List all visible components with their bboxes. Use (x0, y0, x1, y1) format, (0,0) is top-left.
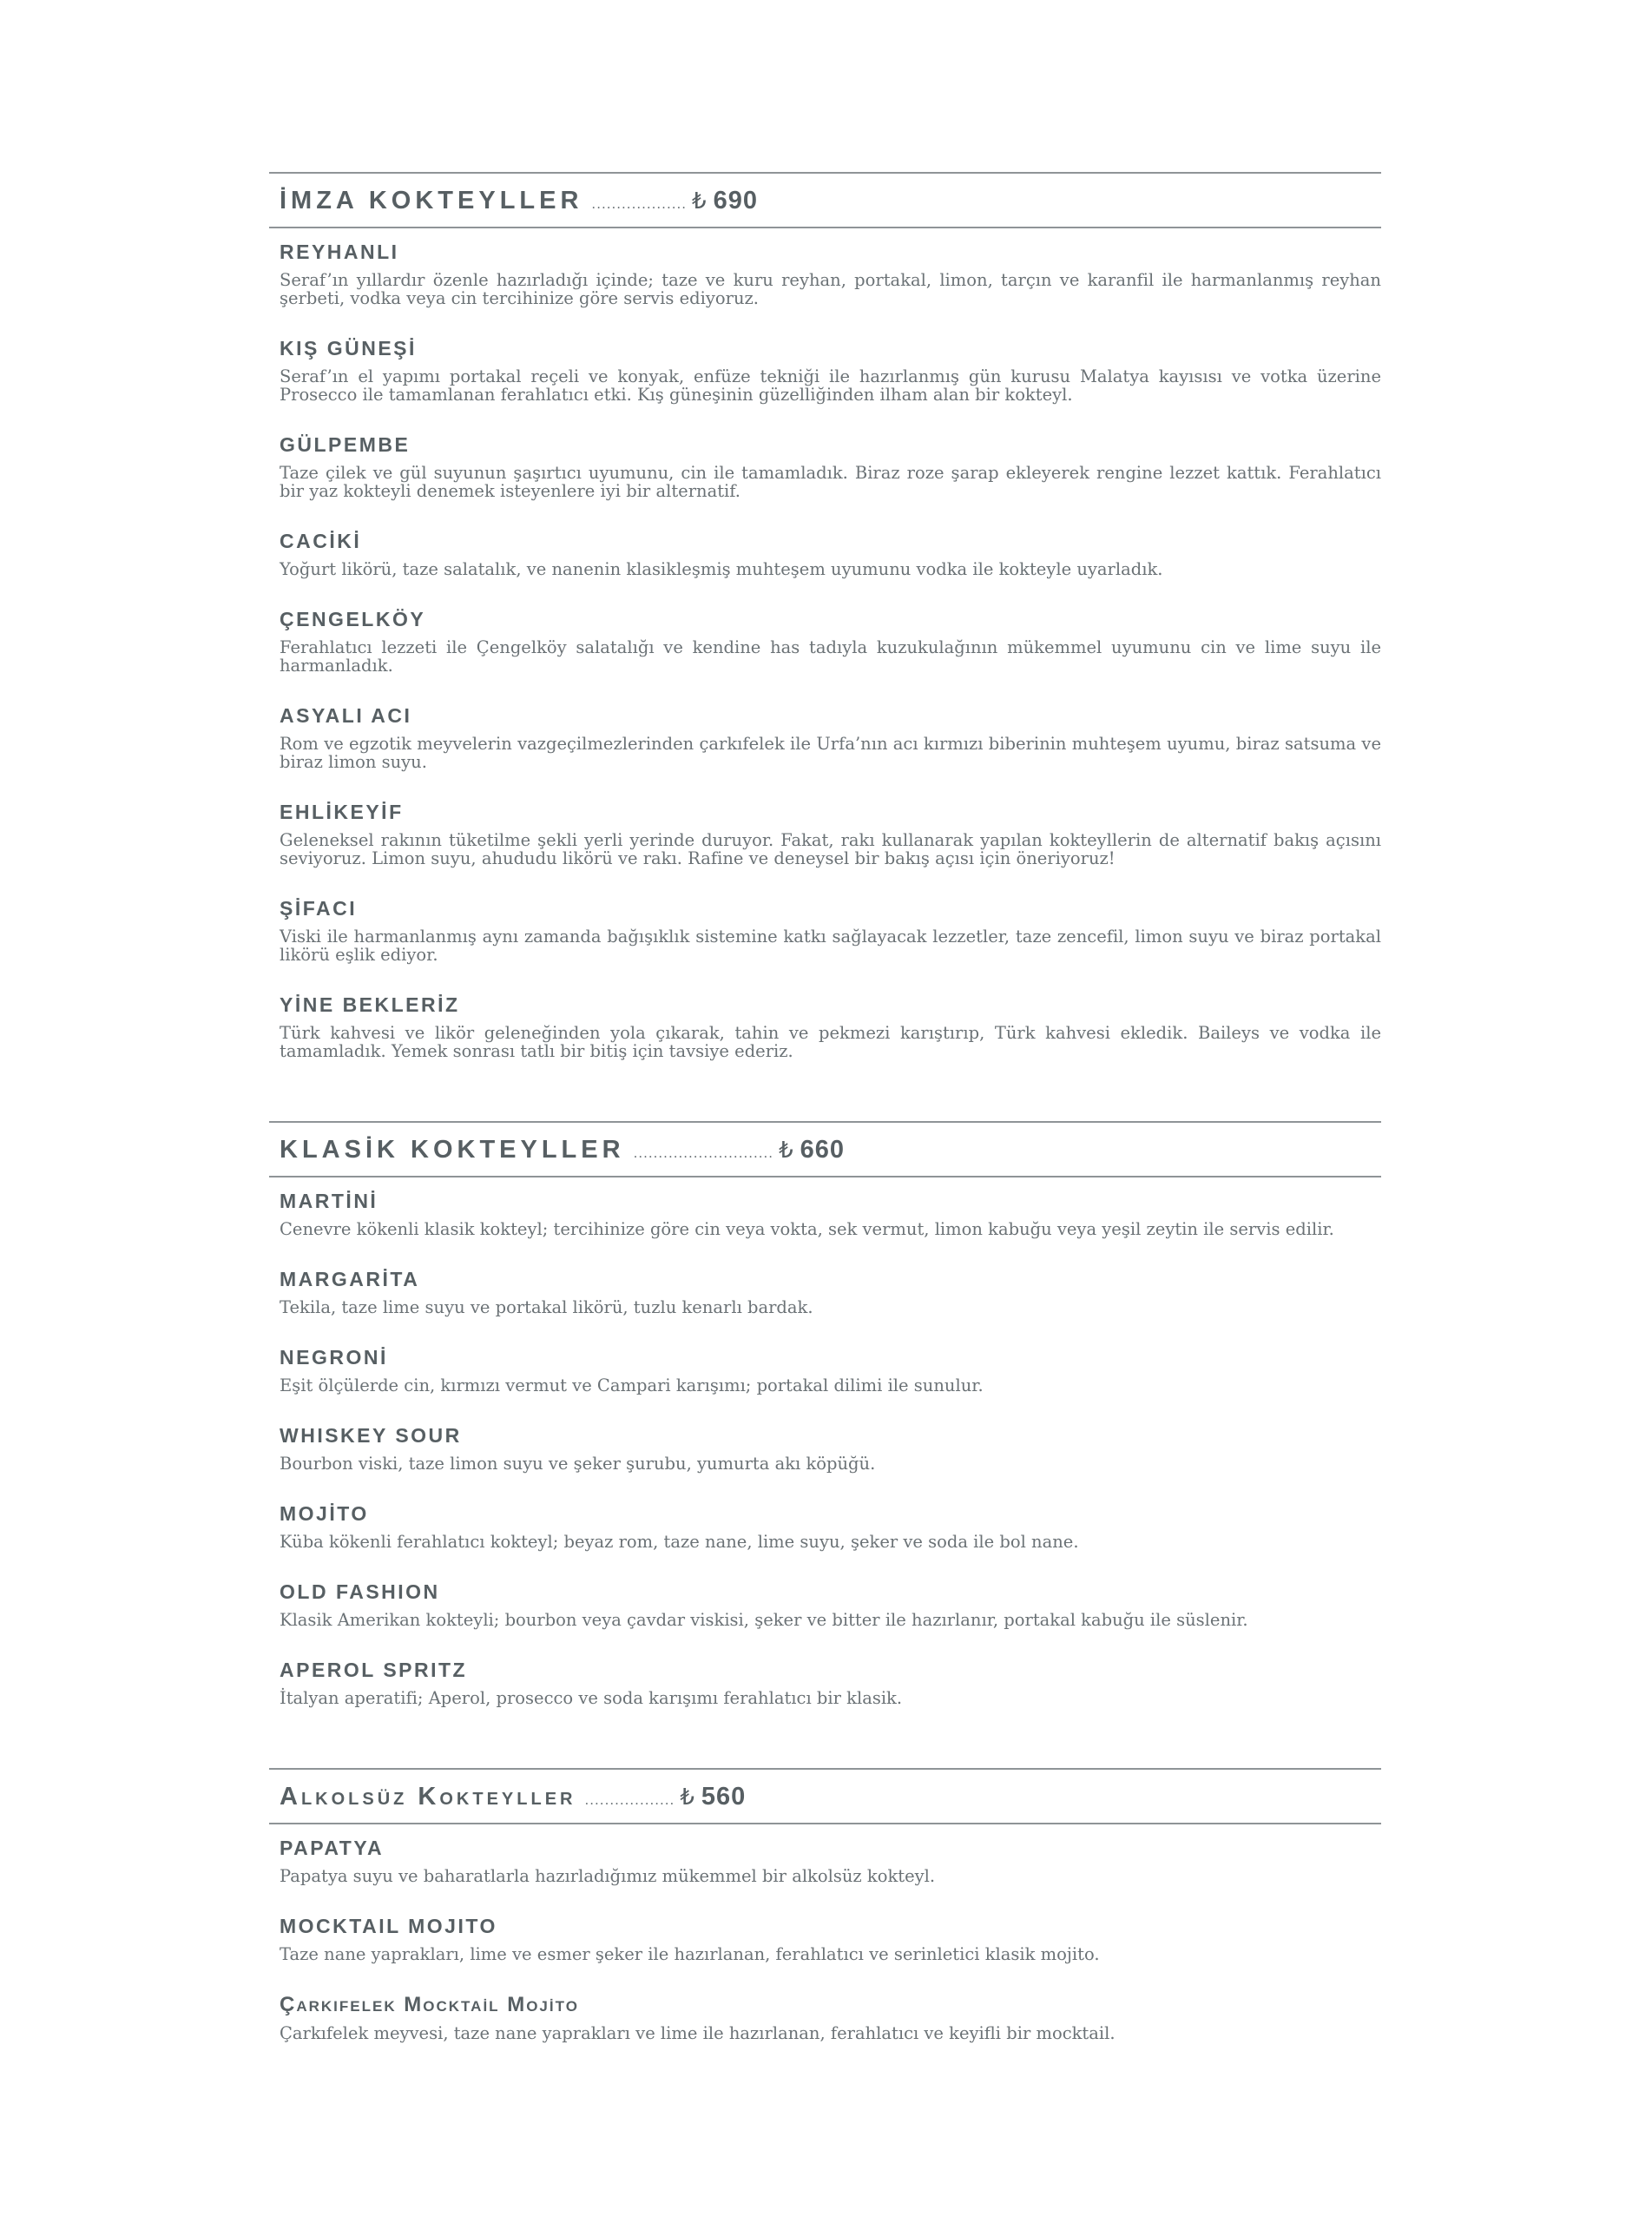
section-price: 560 (701, 1783, 747, 1811)
menu-item (280, 1268, 1381, 1316)
section-title: Alkolsüz Kokteyller (280, 1783, 576, 1811)
menu-section (269, 172, 1381, 1060)
turkish-lira-symbol: ₺ (680, 1784, 694, 1811)
menu-item (280, 897, 1381, 964)
dot-leader: ................... (591, 196, 688, 212)
menu-item (280, 1659, 1381, 1707)
item-description: Seraf’ın el yapımı portakal reçeli ve konyak, enfüze tekniği ile hazırlanmış gün kurusu Malatya kayısısı ve votka üzerine Prosecco ile tamamlanan ferahlatıcı etki. Kış güneşinin güzelliğinden ilham alan bir kokteyl. (280, 366, 1381, 405)
menu-item (280, 1346, 1381, 1395)
section-title: KLASİK KOKTEYLLER (280, 1136, 625, 1164)
section-header (269, 1121, 1381, 1177)
section-header (269, 1768, 1381, 1824)
item-name: ŞİFACI (280, 897, 358, 920)
item-name: OLD FASHION (280, 1580, 440, 1603)
item-name: WHISKEY SOUR (280, 1424, 462, 1447)
item-description: Yoğurt likörü, taze salatalık, ve nanenin klasikleşmiş muhteşem uyumunu vodka ile kokteyle uyarladık. (280, 559, 1163, 579)
item-name: MOJİTO (280, 1502, 369, 1525)
menu-item (280, 1993, 1381, 2042)
item-name: GÜLPEMBE (280, 433, 411, 456)
section-items (269, 1837, 1381, 2042)
section-items (269, 1190, 1381, 1707)
item-description: İtalyan aperatifi; Aperol, prosecco ve soda karışımı ferahlatıcı bir klasik. (280, 1688, 903, 1708)
item-description: Geleneksel rakının tüketilme şekli yerli yerinde duruyor. Fakat, rakı kullanarak yapılan kokteyllerin de alternatif bakış açısını seviyoruz. Limon suyu, ahududu likörü ve rakı. Rafine ve deneysel bir bakış açısı için öneriyoruz! (280, 830, 1381, 868)
menu-item (280, 1580, 1381, 1629)
item-name: REYHANLI (280, 241, 399, 263)
menu-item (280, 1424, 1381, 1473)
menu-item (280, 993, 1381, 1060)
item-name: ASYALI ACI (280, 704, 412, 727)
menu-item (280, 433, 1381, 500)
item-name: KIŞ GÜNEŞİ (280, 337, 417, 360)
menu-item (280, 608, 1381, 675)
section-price: 660 (800, 1136, 846, 1164)
menu-section (269, 1768, 1381, 2042)
item-name: YİNE BEKLERİZ (280, 993, 460, 1016)
menu-item (280, 241, 1381, 307)
section-header (269, 172, 1381, 228)
item-name: MARGARİTA (280, 1268, 420, 1290)
item-description: Eşit ölçülerde cin, kırmızı vermut ve Campari karışımı; portakal dilimi ile sunulur. (280, 1375, 984, 1395)
item-name: NEGRONİ (280, 1346, 388, 1369)
item-description: Ferahlatıcı lezzeti ile Çengelköy salatalığı ve kendine has tadıyla kuzukulağının mükemmel uyumunu cin ve lime suyu ile harmanladık. (280, 637, 1381, 676)
menu-item (280, 337, 1381, 404)
menu-content (269, 172, 1381, 2072)
menu-item (280, 801, 1381, 867)
item-name: APEROL SPRITZ (280, 1659, 468, 1681)
menu-item (280, 704, 1381, 771)
section-items (269, 241, 1381, 1060)
menu-item (280, 1915, 1381, 1963)
item-description: Çarkıfelek meyvesi, taze nane yaprakları ve lime ile hazırlanan, ferahlatıcı ve keyifli bir mocktail. (280, 2023, 1116, 2043)
item-description: Rom ve egzotik meyvelerin vazgeçilmezlerinden çarkıfelek ile Urfa’nın acı kırmızı biberinin muhteşem uyumu, biraz satsuma ve biraz limon suyu. (280, 734, 1381, 772)
item-description: Klasik Amerikan kokteyli; bourbon veya çavdar viskisi, şeker ve bitter ile hazırlanır, portakal kabuğu ile süslenir. (280, 1610, 1248, 1630)
menu-item (280, 530, 1381, 578)
menu-section (269, 1121, 1381, 1707)
dot-leader: .................. (584, 1792, 675, 1808)
item-name: ÇENGELKÖY (280, 608, 426, 630)
item-description: Taze çilek ve gül suyunun şaşırtıcı uyumunu, cin ile tamamladık. Biraz roze şarap ekleyerek rengine lezzet kattık. Ferahlatıcı bir yaz kokteyli denemek isteyenlere iyi bir alternatif. (280, 463, 1381, 501)
section-price: 690 (713, 187, 758, 214)
dot-leader: ............................ (633, 1145, 774, 1161)
item-description: Cenevre kökenli klasik kokteyl; tercihinize göre cin veya vokta, sek vermut, limon kabuğu veya yeşil zeytin ile servis edilir. (280, 1219, 1334, 1239)
item-description: Seraf’ın yıllardır özenle hazırladığı içinde; taze ve kuru reyhan, portakal, limon, tarçın ve karanfil ile harmanlanmış reyhan şerbeti, vodka veya cin tercihinize göre servis ediyoruz. (280, 270, 1381, 308)
menu-item (280, 1190, 1381, 1238)
item-description: Papatya suyu ve baharatlarla hazırladığımız mükemmel bir alkolsüz kokteyl. (280, 1866, 936, 1886)
item-description: Küba kökenli ferahlatıcı kokteyl; beyaz rom, taze nane, lime suyu, şeker ve soda ile bol nane. (280, 1532, 1079, 1552)
item-name: MOCKTAIL MOJITO (280, 1915, 497, 1937)
menu-item (280, 1837, 1381, 1885)
section-title: İMZA KOKTEYLLER (280, 187, 583, 214)
item-description: Bourbon viski, taze limon suyu ve şeker şurubu, yumurta akı köpüğü. (280, 1454, 876, 1474)
item-description: Taze nane yaprakları, lime ve esmer şeker ile hazırlanan, ferahlatıcı ve serinletici klasik mojito. (280, 1944, 1100, 1964)
item-description: Viski ile harmanlanmış aynı zamanda bağışıklık sistemine katkı sağlayacak lezzetler, taze zencefil, limon suyu ve biraz portakal likörü eşlik ediyor. (280, 927, 1381, 965)
item-description: Türk kahvesi ve likör geleneğinden yola çıkarak, tahin ve pekmezi karıştırıp, Türk kahvesi ekledik. Baileys ve vodka ile tamamladık. Yemek sonrası tatlı bir bitiş için tavsiye ederiz. (280, 1023, 1381, 1061)
item-name: MARTİNİ (280, 1190, 378, 1212)
menu-item (280, 1502, 1381, 1551)
item-name: CACİKİ (280, 530, 362, 552)
item-name: Çarkıfelek Mocktail Mojito (280, 1993, 579, 2016)
item-name: PAPATYA (280, 1837, 385, 1859)
turkish-lira-symbol: ₺ (779, 1138, 793, 1164)
turkish-lira-symbol: ₺ (692, 188, 707, 214)
item-name: EHLİKEYİF (280, 801, 404, 823)
item-description: Tekila, taze lime suyu ve portakal likörü, tuzlu kenarlı bardak. (280, 1297, 813, 1317)
